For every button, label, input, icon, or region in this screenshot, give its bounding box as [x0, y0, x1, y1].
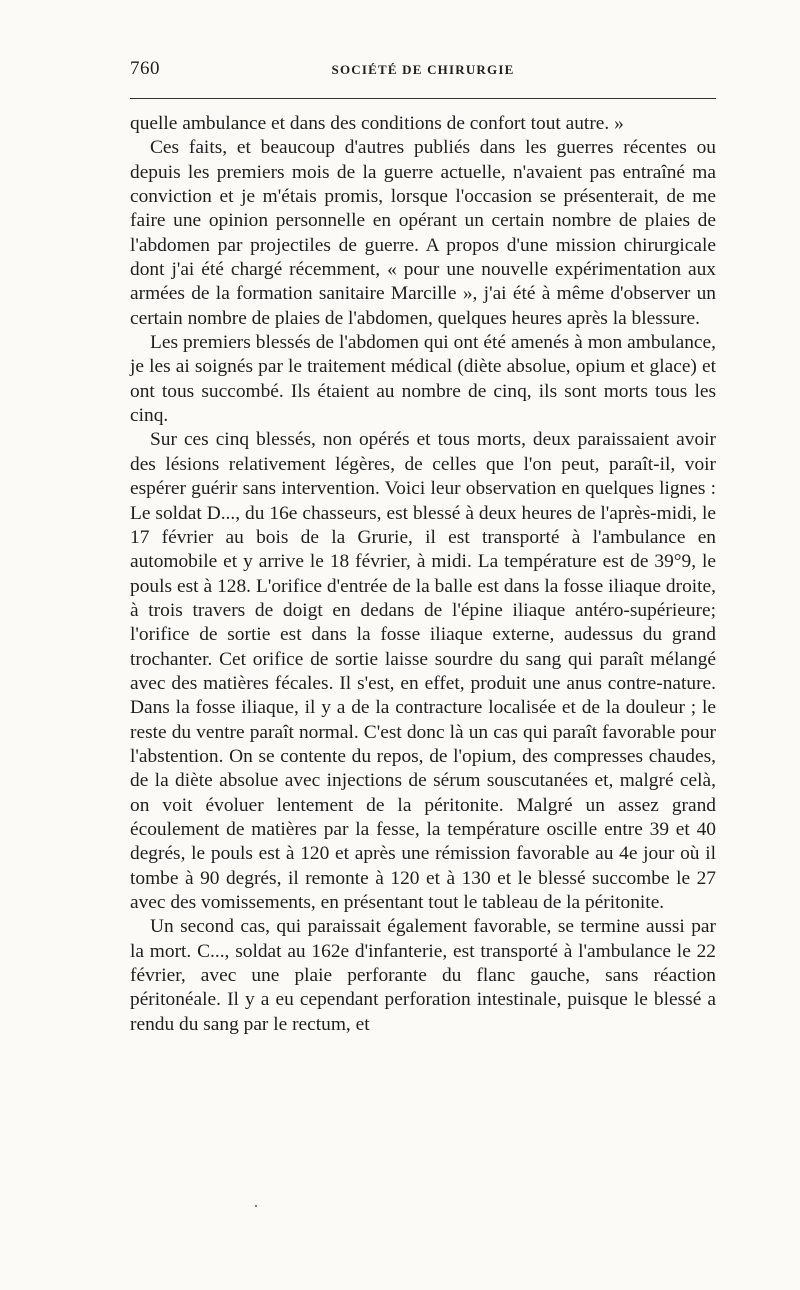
paragraph-continuation: quelle ambulance et dans des conditions de confort tout autre. » — [130, 113, 624, 134]
page-header — [130, 58, 716, 84]
body-text — [130, 112, 716, 1037]
paragraph: Ces faits, et beaucoup d'autres publiés dans les guerres récentes ou depuis les premiers mois de la guerre actuelle, n'avaient pas entraîné ma conviction et je m'étais promis, lorsque l'occasion se présenterait, de me faire une opinion personnelle en opérant un certain nombre de plaies de l'abdomen par projectiles de guerre. A propos d'une mission chirurgicale dont j'ai été chargé récemment, « pour une nouvelle expérimentation aux armées de la formation sanitaire Marcille », j'ai été à même d'observer un certain nombre de plaies de l'abdomen, quelques heures après la blessure. — [130, 137, 716, 329]
running-head: SOCIÉTÉ DE CHIRURGIE — [331, 62, 515, 77]
paragraph: Sur ces cinq blessés, non opérés et tous morts, deux paraissaient avoir des lésions relativement légères, de celles que l'on peut, paraît-il, voir espérer guérir sans intervention. Voici leur observation en quelques lignes : Le soldat D..., du 16e chasseurs, est blessé à deux heures de l'après-midi, le 17 février au bois de la Grurie, il est transporté à l'ambulance en automobile et y arrive le 18 février, à midi. La température est de 39°9, le pouls est à 128. L'orifice d'entrée de la balle est dans la fosse iliaque droite, à trois travers de doigt en dedans de l'épine iliaque antéro-supérieure; l'orifice de sortie est dans la fosse iliaque externe, audessus du grand trochanter. Cet orifice de sortie laisse sourdre du sang qui paraît mélangé avec des matières fécales. Il s'est, en effet, produit une anus contre-nature. Dans la fosse iliaque, il y a de la contracture localisée et de la douleur ; le reste du ventre paraît normal. C'est donc là un cas qui paraît favorable pour l'abstention. On se contente du repos, de l'opium, des compresses chaudes, de la diète absolue avec injections de sérum souscutanées et, malgré celà, on voit évoluer lentement de la péritonite. Malgré un assez grand écoulement de matières par la fesse, la température oscille entre 39 et 40 degrés, le pouls est à 120 et après une rémission favorable au 4e jour où il tombe à 90 degrés, il remonte à 120 et à 130 et le blessé succombe le 27 avec des vomissements, en présentant tout le tableau de la péritonite. — [130, 429, 716, 913]
page-number: 760 — [130, 58, 160, 79]
paragraph: Les premiers blessés de l'abdomen qui ont été amenés à mon ambulance, je les ai soignés par le traitement médical (diète absolue, opium et glace) et ont tous succombé. Ils étaient au nombre de cinq, ils sont morts tous les cinq. — [130, 332, 716, 427]
paragraph: Un second cas, qui paraissait également favorable, se termine aussi par la mort. C..., soldat au 162e d'infanterie, est transporté à l'ambulance le 22 février, avec une plaie perforante du flanc gauche, sans réaction péritonéale. Il y a eu cependant perforation intestinale, puisque le blessé a rendu du sang par le rectum, et — [130, 916, 716, 1035]
print-speck — [255, 1205, 257, 1207]
header-rule — [130, 98, 716, 99]
